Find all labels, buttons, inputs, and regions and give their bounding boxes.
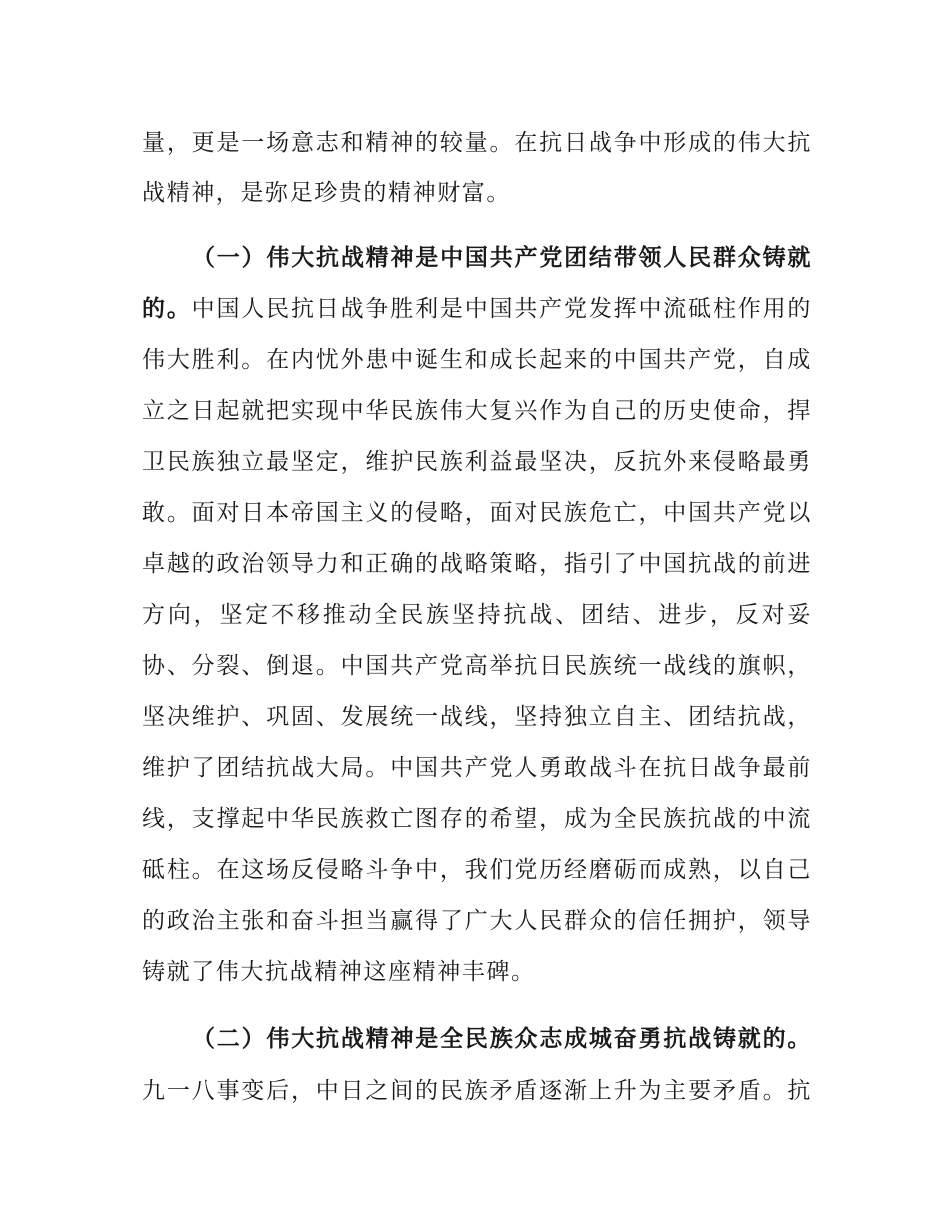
paragraph-line: 立之日起就把实现中华民族伟大复兴作为自己的历史使命，捍: [142, 398, 812, 424]
paragraph-line: 方向，坚定不移推动全民族坚持抗战、团结、进步，反对妥: [142, 602, 812, 628]
paragraph-line: 卫民族独立最坚定，维护民族利益最坚决，反抗外来侵略最勇: [142, 449, 812, 475]
paragraph-line: 砥柱。在这场反侵略斗争中，我们党历经磨砺而成熟，以自己: [142, 857, 812, 883]
paragraph-line: 线，支撑起中华民族救亡图存的希望，成为全民族抗战的中流: [142, 806, 812, 832]
paragraph-line: 维护了团结抗战大局。中国共产党人勇敢战斗在抗日战争最前: [142, 755, 812, 781]
section-heading: （二）伟大抗战精神是全民族众志成城奋勇抗战铸就的。: [192, 1026, 812, 1052]
paragraph-line: 量，更是一场意志和精神的较量。在抗日战争中形成的伟大抗: [142, 130, 812, 156]
paragraph-line: 伟大胜利。在内忧外患中诞生和成长起来的中国共产党，自成: [142, 347, 812, 373]
paragraph-line: 敢。面对日本帝国主义的侵略，面对民族危亡，中国共产党以: [142, 500, 812, 526]
section-heading: （一）伟大抗战精神是中国共产党团结带领人民群众铸就: [192, 245, 812, 271]
paragraph-line: 九一八事变后，中日之间的民族矛盾逐渐上升为主要矛盾。抗: [142, 1078, 812, 1104]
paragraph-line: 卓越的政治领导力和正确的战略策略，指引了中国抗战的前进: [142, 551, 812, 577]
paragraph-line: [142, 294, 812, 324]
paragraph-line: 战精神，是弥足珍贵的精神财富。: [142, 180, 511, 206]
paragraph-line: 坚决维护、巩固、发展统一战线，坚持独立自主、团结抗战，: [142, 704, 812, 730]
paragraph-line: 的政治主张和奋斗担当赢得了广大人民群众的信任拥护，领导: [142, 908, 812, 934]
paragraph-line: 协、分裂、倒退。中国共产党高举抗日民族统一战线的旗帜，: [142, 653, 812, 679]
paragraph-line: 铸就了伟大抗战精神这座精神丰碑。: [142, 959, 536, 985]
paragraph-text: 中国人民抗日战争胜利是中国共产党发挥中流砥柱作用的: [191, 296, 813, 322]
section-heading-tail: 的。: [142, 296, 192, 322]
